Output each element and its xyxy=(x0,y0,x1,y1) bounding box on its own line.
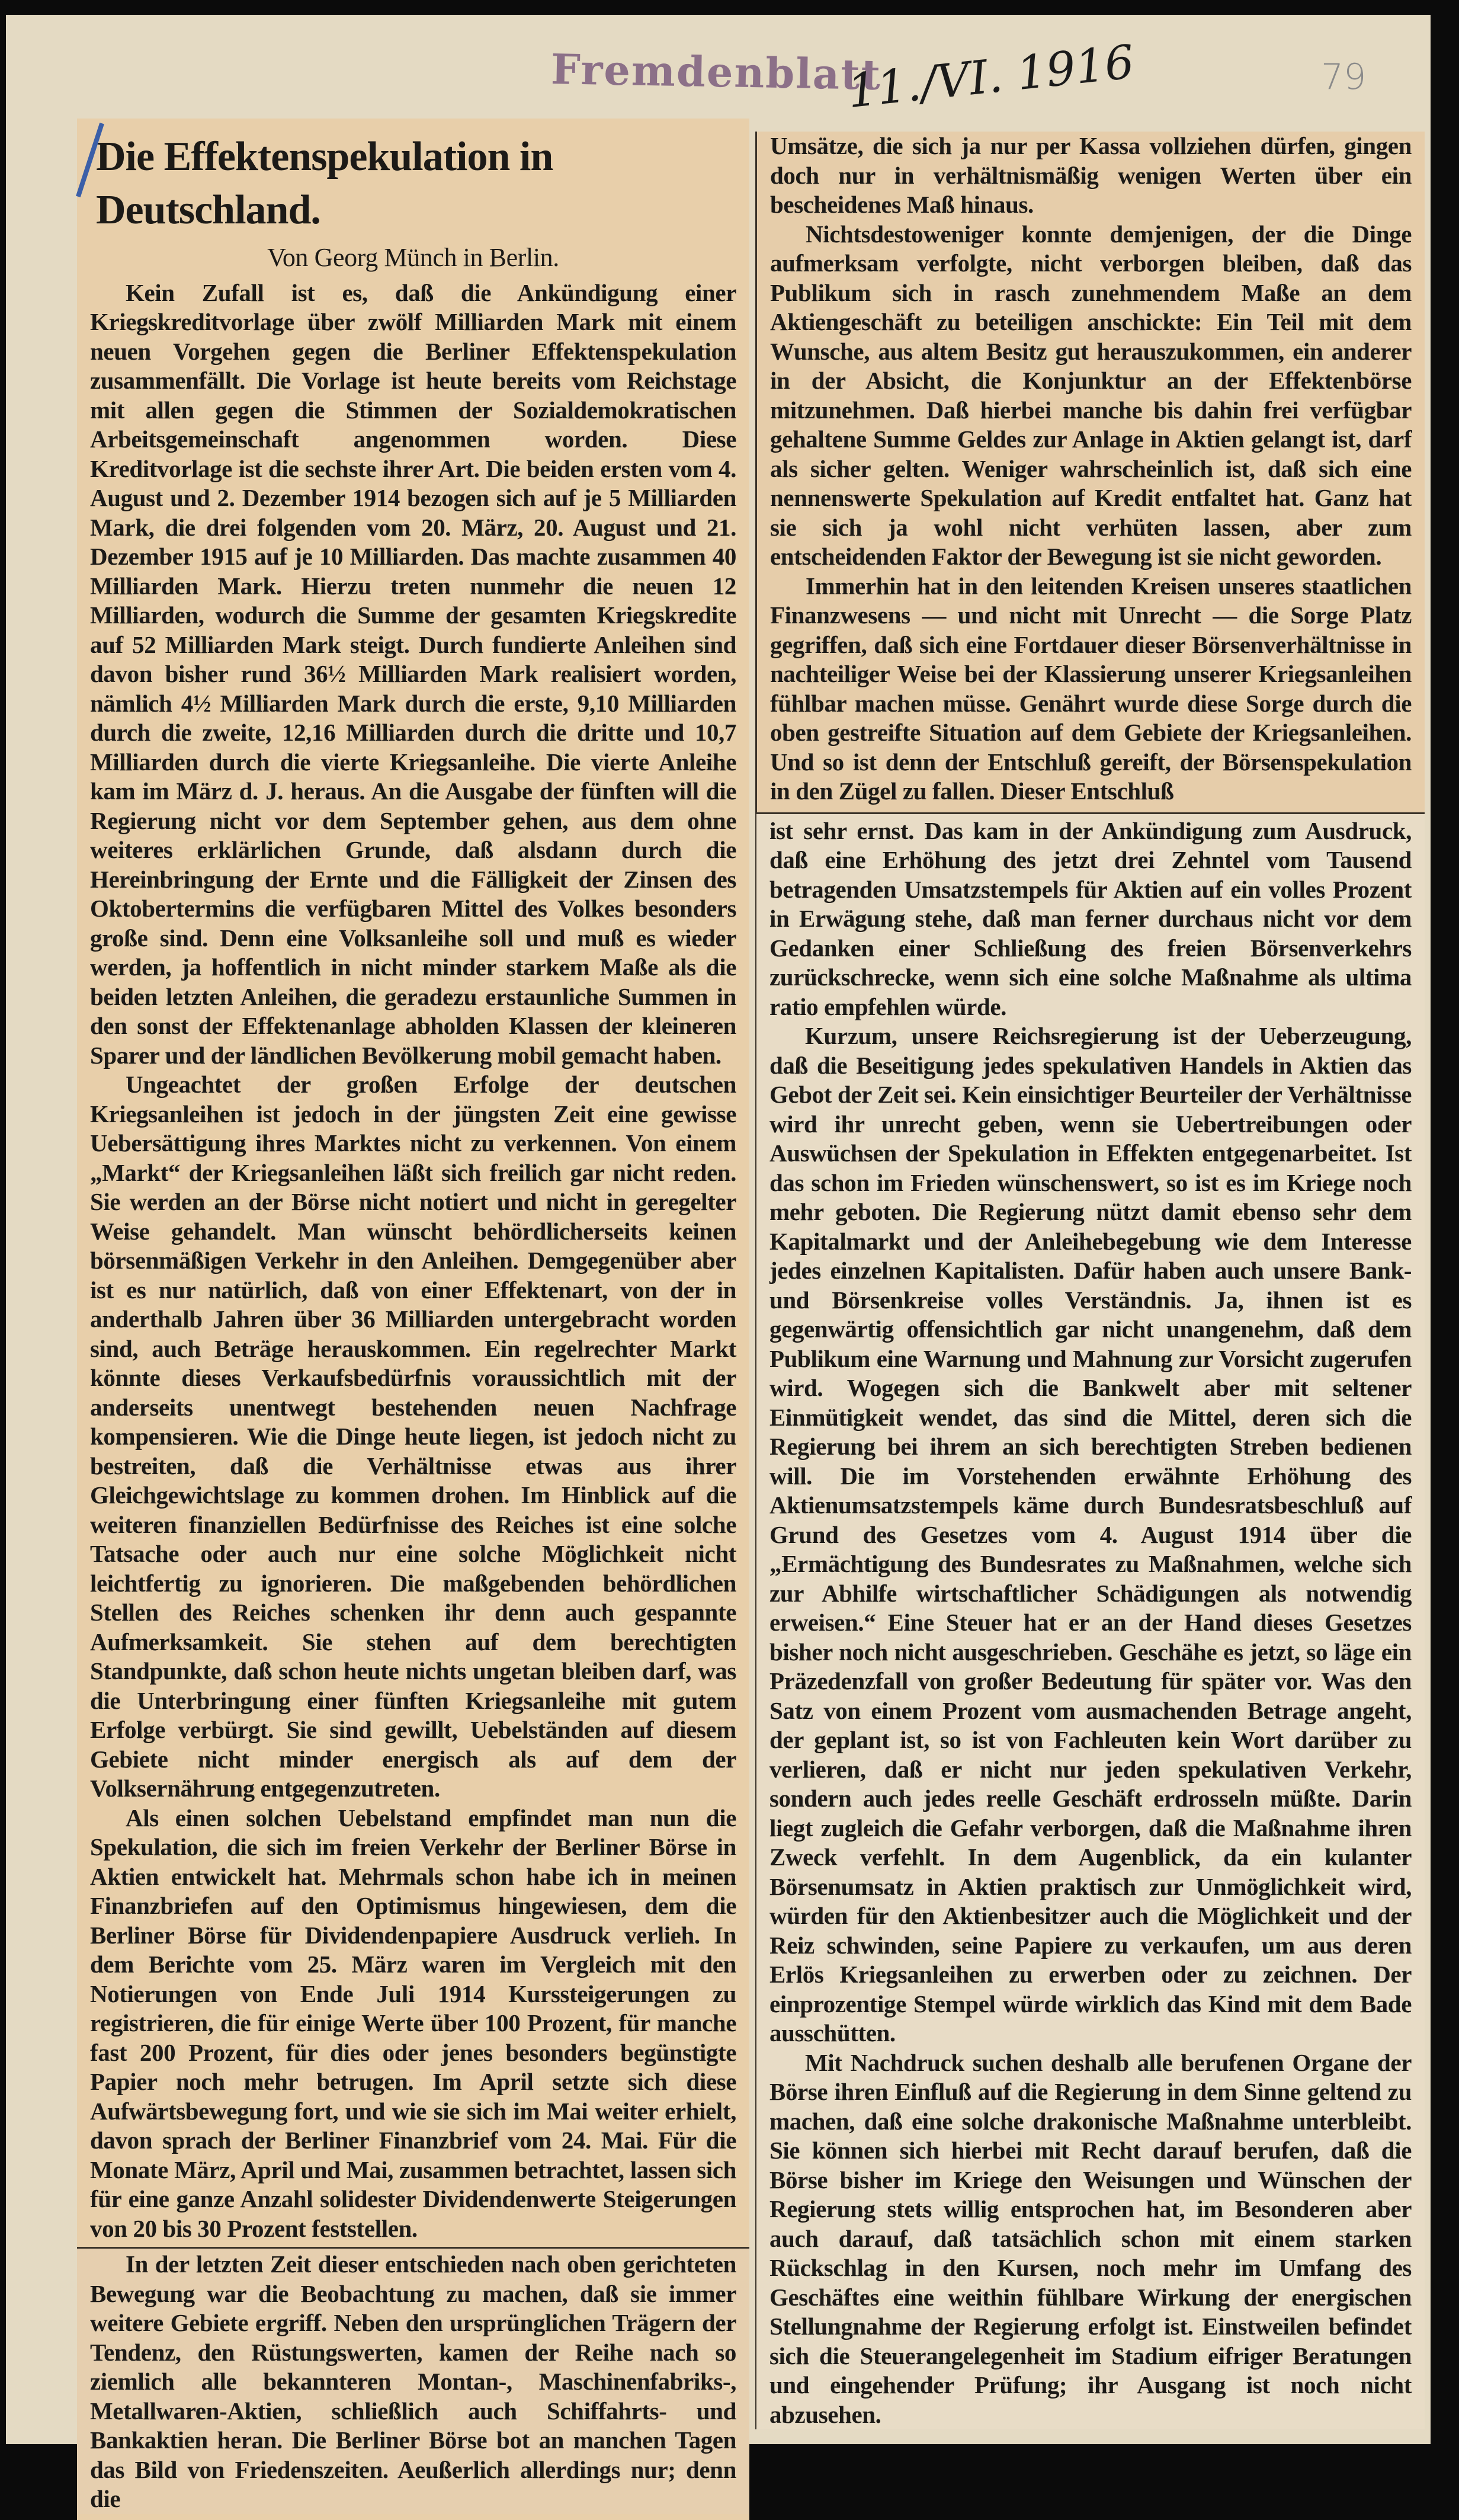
folio-number: 79 xyxy=(1321,56,1367,98)
paragraph: Kein Zufall ist es, daß die Ankündigung einer Kriegskreditvorlage über zwölf Milliarden Mark mit einem neuen Vorgehen gegen die Berliner Effektenspekulation zusammenfällt. Die Vorlage ist heute bereits vom Reichstage mit allen gegen die Stimmen der Sozialdemokratischen Arbeitsgemeinschaft angenommen worden. Diese Kreditvorlage ist die sechste ihrer Art. Die beiden ersten vom 4. August und 2. Dezember 1914 bezogen sich auf je 5 Milliarden Mark, die drei folgenden vom 20. März, 20. August und 21. Dezember 1915 auf je 10 Milliarden. Das machte zusammen 40 Milliarden Mark. Hierzu treten nunmehr die neuen 12 Milliarden, wodurch die Summe der gesamten Kriegskredite auf 52 Milliarden Mark steigt. Durch fundierte Anleihen sind davon bisher rund 36½ Milliarden Mark realisiert worden, nämlich 4½ Milliarden Mark durch die erste, 9,10 Milliarden durch die zweite, 12,16 Milliarden durch die dritte und 10,7 Milliarden durch die vierte Kriegsanleihe. Die vierte Anleihe kam im März d. J. heraus. An die Ausgabe der fünften will die Regierung nicht vor dem September gehen, aus dem ohne weiteres erklärlichen Grunde, daß alsdann durch die Hereinbringung der Ernte und die Fälligkeit der Zinsen des Oktobertermins die verfügbaren Mittel des Volkes besonders große sind. Denn eine Volksanleihe soll und muß es wieder werden, ja hoffentlich in nicht minder starkem Maße als die beiden letzten Anleihen, die geradezu erstaunliche Summen in den sonst der Effektenanlage abholden Klassen der kleineren Sparer und der ländlichen Bevölkerung mobil gemacht haben. xyxy=(90,278,736,1069)
paragraph: Ungeachtet der großen Erfolge der deutschen Kriegsanleihen ist jedoch in der jüngsten Zeit eine gewisse Uebersättigung ihres Marktes nicht zu verkennen. Von einem „Markt“ der Kriegsanleihen läßt sich freilich gar nicht reden. Sie werden an der Börse nicht notiert und nicht in geregelter Weise gehandelt. Man wünscht behördlicherseits keinen börsenmäßigen Verkehr in den Anleihen. Demgegenüber aber ist es nur natürlich, daß von einer Effektenart, von der in anderthalb Jahren über 36 Milliarden untergebracht worden sind, auch Beträge herauskommen. Ein regelrechter Markt könnte dieses Verkaufsbedürfnis voraussichtlich mit der anderseits unentwegt bestehenden neuen Nachfrage kompensieren. Wie die Dinge heute liegen, ist jedoch nicht zu bestreiten, daß die Verhältnisse etwas aus ihrer Gleichgewichtslage zu kommen drohen. Im Hinblick auf die weiteren finanziellen Bedürfnisse des Reiches ist eine solche Tatsache oder auch nur eine solche Möglichkeit nicht leichtfertig zu ignorieren. Die maßgebenden behördlichen Stellen des Reiches schenken ihr denn auch gespannte Aufmerksamkeit. Sie stehen auf dem berechtigten Standpunkte, daß schon heute nichts ungetan bleiben darf, was die Unterbringung einer fünften Kriegsanleihe mit gutem Erfolge verbürgt. Sie sind gewillt, Uebelständen auf diesem Gebiete nicht minder energisch als auf dem der Volksernährung entgegenzutreten. xyxy=(90,1071,736,1802)
clipping-left-continuation xyxy=(77,2247,749,2514)
right-column xyxy=(755,132,1425,2429)
paragraph: Nichtsdestoweniger konnte demjenigen, der die Dinge aufmerksam verfolgte, nicht verborgen bleiben, daß das Publikum sich in rasch zunehmendem Maße an dem Aktiengeschäft zu beteiligen anschickte: Ein Teil mit dem Wunsche, aus altem Besitz gut herauszukommen, ein anderer in der Absicht, die Konjunktur an der Effektenbörse mitzunehmen. Daß hierbei manche bis dahin frei verfügbar gehaltene Summe Geldes zur Anlage in Aktien gelangt ist, darf als sicher gelten. Weniger wahrscheinlich ist, daß sich eine nennenswerte Spekulation auf Kredit entfaltet hat. Ganz hat sie sich ja wohl nicht verhüten lassen, aber zum entscheidenden Faktor der Bewegung ist sie nicht geworden. xyxy=(770,220,1412,570)
clipping-right-bottom xyxy=(755,812,1425,2430)
paragraph: Als einen solchen Uebelstand empfindet man nun die Spekulation, die sich im freien Verkehr der Berliner Börse in Aktien entwickelt hat. Mehrmals schon habe ich in meinen Finanzbriefen auf den Optimismus hingewiesen, dem die Berliner Börse für Dividendenpapiere Ausdruck verlieh. In dem Berichte vom 25. März waren im Vergleich mit den Notierungen von Ende Juli 1914 Kurssteigerungen zu registrieren, die für einige Werte über 100 Prozent, für manche fast 200 Prozent, für dies oder jenes besonders begünstigte Papier noch mehr betrugen. Im April setzte sich diese Aufwärtsbewegung fort, und wie sie sich im Mai weiter erhielt, davon sprach der Berliner Finanzbrief vom 24. Mai. Für die Monate März, April und Mai, zusammen betrachtet, lassen sich für eine ganze Anzahl solidester Dividendenwerte Steigerungen von 20 bis 30 Prozent feststellen. xyxy=(90,1804,736,2242)
paragraph: In der letzten Zeit dieser entschieden nach oben gerichteten Bewegung war die Beobachtung zu machen, daß sie immer weitere Gebiete ergriff. Neben den ursprünglichen Trägern der Tendenz, den Rüstungswerten, kamen der Reihe nach so ziemlich alle bekannteren Montan-, Maschinenfabriks-, Metallwaren-Aktien, schließlich auch Schiffahrts- und Bankaktien heran. Die Berliner Börse bot an manchen Tagen das Bild von Friedenszeiten. Aeußerlich allerdings nur; denn die xyxy=(90,2250,736,2512)
paragraph: ist sehr ernst. Das kam in der Ankündigung zum Ausdruck, daß eine Erhöhung des jetzt drei Zehntel vom Tausend betragenden Umsatzstempels für Aktien auf ein volles Prozent in Erwägung stehe, daß man ferner durchaus nicht vor dem Gedanken einer Schließung des freien Börsenverkehrs zurückschrecke, wenn sich eine solche Maßnahme als ultima ratio empfehlen würde. xyxy=(769,816,1412,1020)
article-byline: Von Georg Münch in Berlin. xyxy=(267,243,559,272)
article-title: Die Effektenspekulation in Deutschland. xyxy=(96,134,553,233)
paragraph: Kurzum, unsere Reichsregierung ist der Ueberzeugung, daß die Beseitigung jedes spekulativen Handels in Aktien das Gebot der Zeit sei. Kein einsichtiger Beurteiler der Verhältnisse wird ihr unrecht geben, wenn sie Uebertreibungen oder Auswüchsen der Spekulation in Effekten entgegenarbeitet. Ist das schon im Frieden wünschenswert, so ist es im Kriege noch mehr geboten. Die Regierung nützt damit ebenso sehr dem Kapitalmarkt und der Anleihebegebung wie dem Interesse jedes einzelnen Kapitalisten. Dafür haben auch unsere Bank- und Börsenkreise volles Verständnis. Ja, ihnen ist es gegenwärtig offensichtlich gar nicht unangenehm, daß dem Publikum eine Warnung und Mahnung zur Vorsicht zugerufen wird. Wogegen sich die Bankwelt aber mit seltener Einmütigkeit wendet, das sind die Mittel, deren sich die Regierung bei ihrem an sich berechtigten Streben bedienen will. Die im Vorstehenden erwähnte Erhöhung des Aktienumsatzstempels käme durch Bundesratsbeschluß auf Grund des Gesetzes vom 4. August 1914 über die „Ermächtigung des Bundesrates zu Maßnahmen, welche sich zur Abhilfe wirtschaftlicher Schädigungen als notwendig erweisen.“ Eine Steuer hat er an der Hand dieses Gesetzes bisher noch nicht ausgeschrieben. Geschähe es jetzt, so läge ein Präzedenzfall von großer Bedeutung für später vor. Was den Satz von einem Prozent vom ausmachenden Betrage angeht, der geplant ist, so ist von Fachleuten kein Wort darüber zu verlieren, daß er nicht nur jeden spekulativen Verkehr, sondern auch jedes reelle Geschäft erdrosseln müßte. Darin liegt zugleich die Gefahr verborgen, daß die Maßnahme ihren Zweck verfehlt. In dem Augenblick, da ein kulanter Börsenumsatz in Aktien praktisch zur Unmöglichkeit wird, würden für den Aktienbesitzer auch die Möglichkeit und der Reiz schwinden, seine Papiere zu verkaufen, um aus deren Erlös Kriegsanleihen zu erwerben oder zu zeichnen. Der einprozentige Stempel würde wirklich das Kind mit dem Bade ausschütten. xyxy=(769,1022,1412,2047)
handwritten-date: 11./VI. 1916 xyxy=(845,35,1137,119)
paragraph: Immerhin hat in den leitenden Kreisen unseres staatlichen Finanzwesens — und nicht mit Unrecht — die Sorge Platz gegriffen, daß sich eine Fortdauer dieser Börsenverhältnisse in nachteiliger Weise bei der Klassierung unserer Kriegsanleihen fühlbar machen müsse. Genährt wurde diese Sorge durch die oben gestreifte Situation auf dem Gebiete der Kriegsanleihen. Und so ist denn der Entschluß gereift, der Börsenspekulation in den Zügel zu fallen. Dieser Entschluß xyxy=(770,572,1412,805)
clipping-right-top xyxy=(755,132,1425,812)
paragraph: Umsätze, die sich ja nur per Kassa vollziehen dürfen, gingen doch nur in verhältnismäßig wenigen Werten über ein bescheidenes Maß hinaus. xyxy=(770,132,1412,218)
clipping-left-column xyxy=(77,119,749,2520)
paragraph: Mit Nachdruck suchen deshalb alle berufenen Organe der Börse ihren Einfluß auf die Regierung in dem Sinne geltend zu machen, daß eine solche drakonische Maßnahme unterbleibt. Sie können sich hierbei mit Recht darauf berufen, daß die Börse bisher im Kriege den Weisungen und Wünschen der Regierung stets willig entsprochen hat, im Besonderen aber auch darauf, daß tatsächlich schon mit einem starken Rückschlag in den Kursen, noch mehr im Umfang des Geschäftes eine weithin fühlbare Wirkung der energischen Stellungnahme der Regierung erfolgt ist. Einstweilen befindet sich die Steuerangelegenheit im Stadium eifriger Beratungen und eingehender Prüfung; ihr Ausgang ist noch nicht abzusehen. xyxy=(769,2048,1412,2428)
newspaper-stamp: Fremdenblatt xyxy=(550,44,882,100)
